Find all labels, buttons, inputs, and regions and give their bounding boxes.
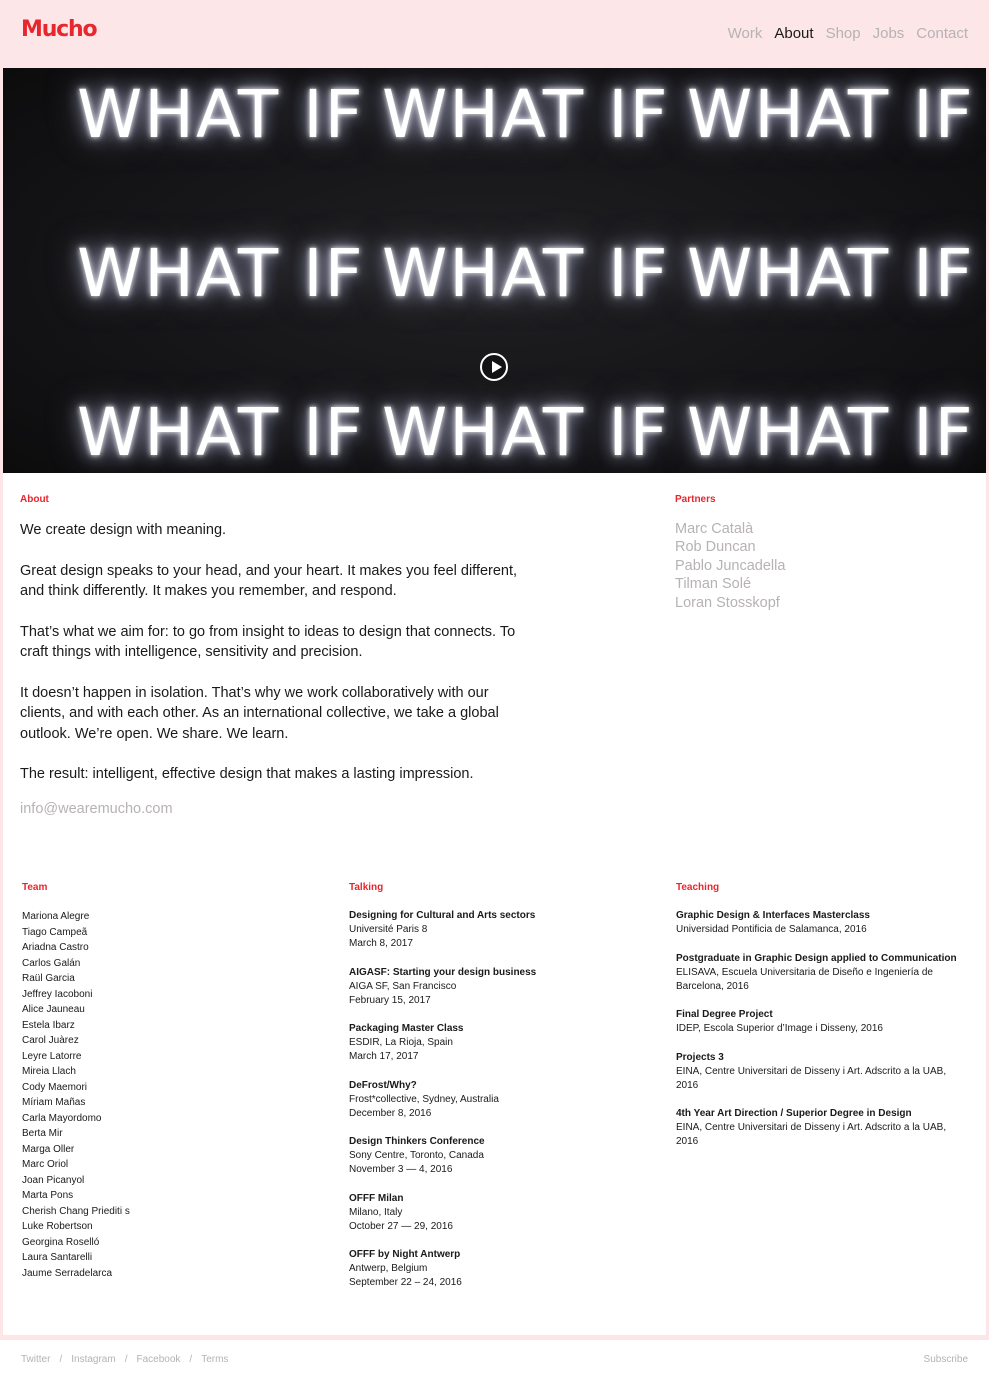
about-paragraph: That’s what we aim for: to go from insight to ideas to design that connects. To craft things with intelligence, sensitivity and precision.	[20, 623, 516, 660]
talk-item	[349, 966, 649, 1008]
main-nav	[728, 25, 968, 42]
subscribe-link[interactable]: Subscribe	[923, 1354, 968, 1365]
talk-title: Designing for Cultural and Arts sectors	[349, 910, 536, 921]
team-member: Leyre Latorre	[22, 1050, 82, 1062]
partner-name[interactable]: Marc Català	[675, 521, 754, 537]
footer-separator: /	[124, 1354, 128, 1365]
talk-place: ESDIR, La Rioja, Spain	[349, 1037, 453, 1048]
team-label: Team	[22, 882, 48, 893]
team-member: Jaume Serradelarca	[22, 1267, 113, 1279]
footer-separator: /	[59, 1354, 63, 1365]
partner-name[interactable]: Pablo Juncadella	[675, 557, 786, 574]
team-member: Marta Pons	[22, 1190, 74, 1201]
team-member: Jeffrey Iacoboni	[22, 988, 93, 1000]
talk-date: February 15, 2017	[349, 994, 431, 1006]
footer-link-instagram[interactable]: Instagram	[71, 1354, 116, 1365]
talking-label: Talking	[349, 882, 384, 893]
talking-list	[349, 909, 649, 1305]
team-member: Marc Oriol	[22, 1159, 69, 1170]
site-header	[0, 0, 989, 68]
teaching-place: EINA, Centre Universitari de Disseny i Art. Adscrito a la UAB, 2016	[676, 1122, 947, 1147]
partner-name[interactable]: Tilman Solé	[675, 576, 752, 593]
teaching-place: Universidad Pontificia de Salamanca, 2016	[676, 924, 867, 935]
team-member: Mariona Alegre	[22, 911, 90, 922]
footer-link-twitter[interactable]: Twitter	[21, 1354, 51, 1365]
nav-about[interactable]: About	[774, 25, 814, 42]
talk-place: Sony Centre, Toronto, Canada	[349, 1150, 484, 1161]
team-member: Raül Garcia	[22, 973, 75, 984]
talk-date: September 22 – 24, 2016	[349, 1277, 462, 1288]
footer-link-facebook[interactable]: Facebook	[136, 1354, 181, 1365]
team-member: Laura Santarelli	[22, 1252, 93, 1263]
talk-place: Milano, Italy	[349, 1206, 403, 1218]
teaching-title: 4th Year Art Direction / Superior Degree in Design	[676, 1108, 912, 1119]
talk-item	[349, 1022, 649, 1064]
neon-sign: WHAT IF	[382, 394, 670, 471]
team-member: Alice Jauneau	[22, 1004, 85, 1015]
talk-title: DeFrost/Why?	[349, 1079, 417, 1091]
footer-link-terms[interactable]: Terms	[201, 1354, 229, 1365]
teaching-title: Projects 3	[676, 1051, 724, 1063]
talk-title: AIGASF: Starting your design business	[349, 966, 537, 978]
nav-shop[interactable]: Shop	[825, 25, 861, 42]
footer-links	[21, 1354, 228, 1365]
content-panel	[3, 473, 986, 1335]
neon-sign: WHAT IF	[687, 235, 975, 312]
teaching-place: ELISAVA, Escuela Universitaria de Diseño e Ingeniería de Barcelona, 2016	[676, 966, 933, 992]
talk-date: March 17, 2017	[349, 1051, 419, 1062]
neon-sign: WHAT IF	[687, 76, 975, 153]
neon-sign: WHAT IF	[382, 76, 670, 153]
neon-sign: WHAT IF	[77, 235, 365, 312]
team-member: Cody Maemori	[22, 1081, 88, 1093]
play-icon[interactable]	[480, 353, 508, 381]
partners-list	[675, 520, 785, 612]
partner-name[interactable]: Rob Duncan	[675, 539, 756, 556]
teaching-place: IDEP, Escola Superior d’Image i Disseny, 2016	[676, 1023, 883, 1034]
team-member: Luke Robertson	[22, 1221, 93, 1232]
team-member: Carla Mayordomo	[22, 1112, 102, 1124]
teaching-place: EINA, Centre Universitari de Disseny i Art. Adscrito a la UAB, 2016	[676, 1065, 947, 1091]
nav-contact[interactable]: Contact	[916, 25, 968, 42]
teaching-item	[676, 909, 966, 937]
teaching-list	[676, 909, 966, 1164]
team-member: Tiago Campeã	[22, 926, 88, 938]
team-member: Carlos Galán	[22, 957, 81, 969]
about-text	[20, 520, 530, 805]
talk-date: December 8, 2016	[349, 1107, 432, 1119]
neon-sign: WHAT IF	[382, 235, 670, 312]
talk-place: AIGA SF, San Francisco	[349, 980, 457, 992]
footer-separator: /	[189, 1354, 193, 1365]
partners-label: Partners	[675, 494, 716, 505]
team-member: Mireia Llach	[22, 1066, 76, 1077]
talk-title: Design Thinkers Conference	[349, 1136, 485, 1147]
teaching-label: Teaching	[676, 882, 720, 893]
neon-signs	[3, 68, 986, 473]
talk-item	[349, 909, 649, 951]
partner-name[interactable]: Loran Stosskopf	[675, 594, 780, 611]
team-member: Berta Mir	[22, 1128, 63, 1139]
nav-work[interactable]: Work	[727, 25, 763, 42]
talk-date: November 3 — 4, 2016	[349, 1164, 453, 1175]
neon-sign: WHAT IF	[687, 394, 975, 471]
talk-item	[349, 1079, 649, 1121]
team-member: Carol Juàrez	[22, 1035, 79, 1046]
nav-jobs[interactable]: Jobs	[872, 25, 905, 42]
neon-sign: WHAT IF	[77, 394, 365, 471]
about-paragraph: We create design with meaning.	[20, 522, 227, 538]
team-member: Estela Ibarz	[22, 1019, 75, 1031]
team-member: Cherish Chang Priediti s	[22, 1205, 130, 1217]
team-member: Joan Picanyol	[22, 1174, 85, 1186]
talk-item	[349, 1135, 649, 1177]
talk-item	[349, 1192, 649, 1234]
talk-date: March 8, 2017	[349, 938, 413, 949]
teaching-item	[676, 1051, 966, 1093]
talk-place: Université Paris 8	[349, 924, 428, 935]
neon-sign: WHAT IF	[77, 76, 365, 153]
about-paragraph: It doesn’t happen in isolation. That’s why we work collaboratively with our clients, and with each other. As an international collective, we take a global outlook. We’re open. We share. We learn.	[20, 684, 499, 742]
talk-item	[349, 1248, 649, 1290]
teaching-item	[676, 952, 966, 994]
about-paragraph: The result: intelligent, effective design that makes a lasting impression.	[20, 766, 474, 782]
teaching-title: Postgraduate in Graphic Design applied to Communication	[676, 952, 957, 964]
teaching-item	[676, 1008, 966, 1036]
hero-video[interactable]	[3, 68, 986, 473]
about-label: About	[20, 494, 49, 505]
team-list	[22, 909, 130, 1281]
teaching-title: Graphic Design & Interfaces Masterclass	[676, 910, 870, 921]
teaching-item	[676, 1107, 966, 1149]
talk-place: Frost*collective, Sydney, Australia	[349, 1093, 499, 1105]
talk-title: Packaging Master Class	[349, 1023, 464, 1034]
team-member: Marga Oller	[22, 1143, 75, 1155]
talk-place: Antwerp, Belgium	[349, 1263, 428, 1274]
teaching-title: Final Degree Project	[676, 1009, 773, 1020]
team-member: Míriam Mañas	[22, 1097, 86, 1108]
about-paragraph: Great design speaks to your head, and your heart. It makes you feel different, and think differently. It makes you remember, and respond.	[20, 562, 518, 599]
team-member: Ariadna Castro	[22, 942, 89, 953]
team-member: Georgina Roselló	[22, 1236, 100, 1248]
logo[interactable]: Mucho	[21, 17, 97, 42]
email-link[interactable]: info@wearemucho.com	[20, 801, 173, 817]
talk-title: OFFF by Night Antwerp	[349, 1249, 461, 1260]
talk-title: OFFF Milan	[349, 1192, 404, 1204]
talk-date: October 27 — 29, 2016	[349, 1220, 453, 1232]
site-footer	[0, 1340, 989, 1389]
